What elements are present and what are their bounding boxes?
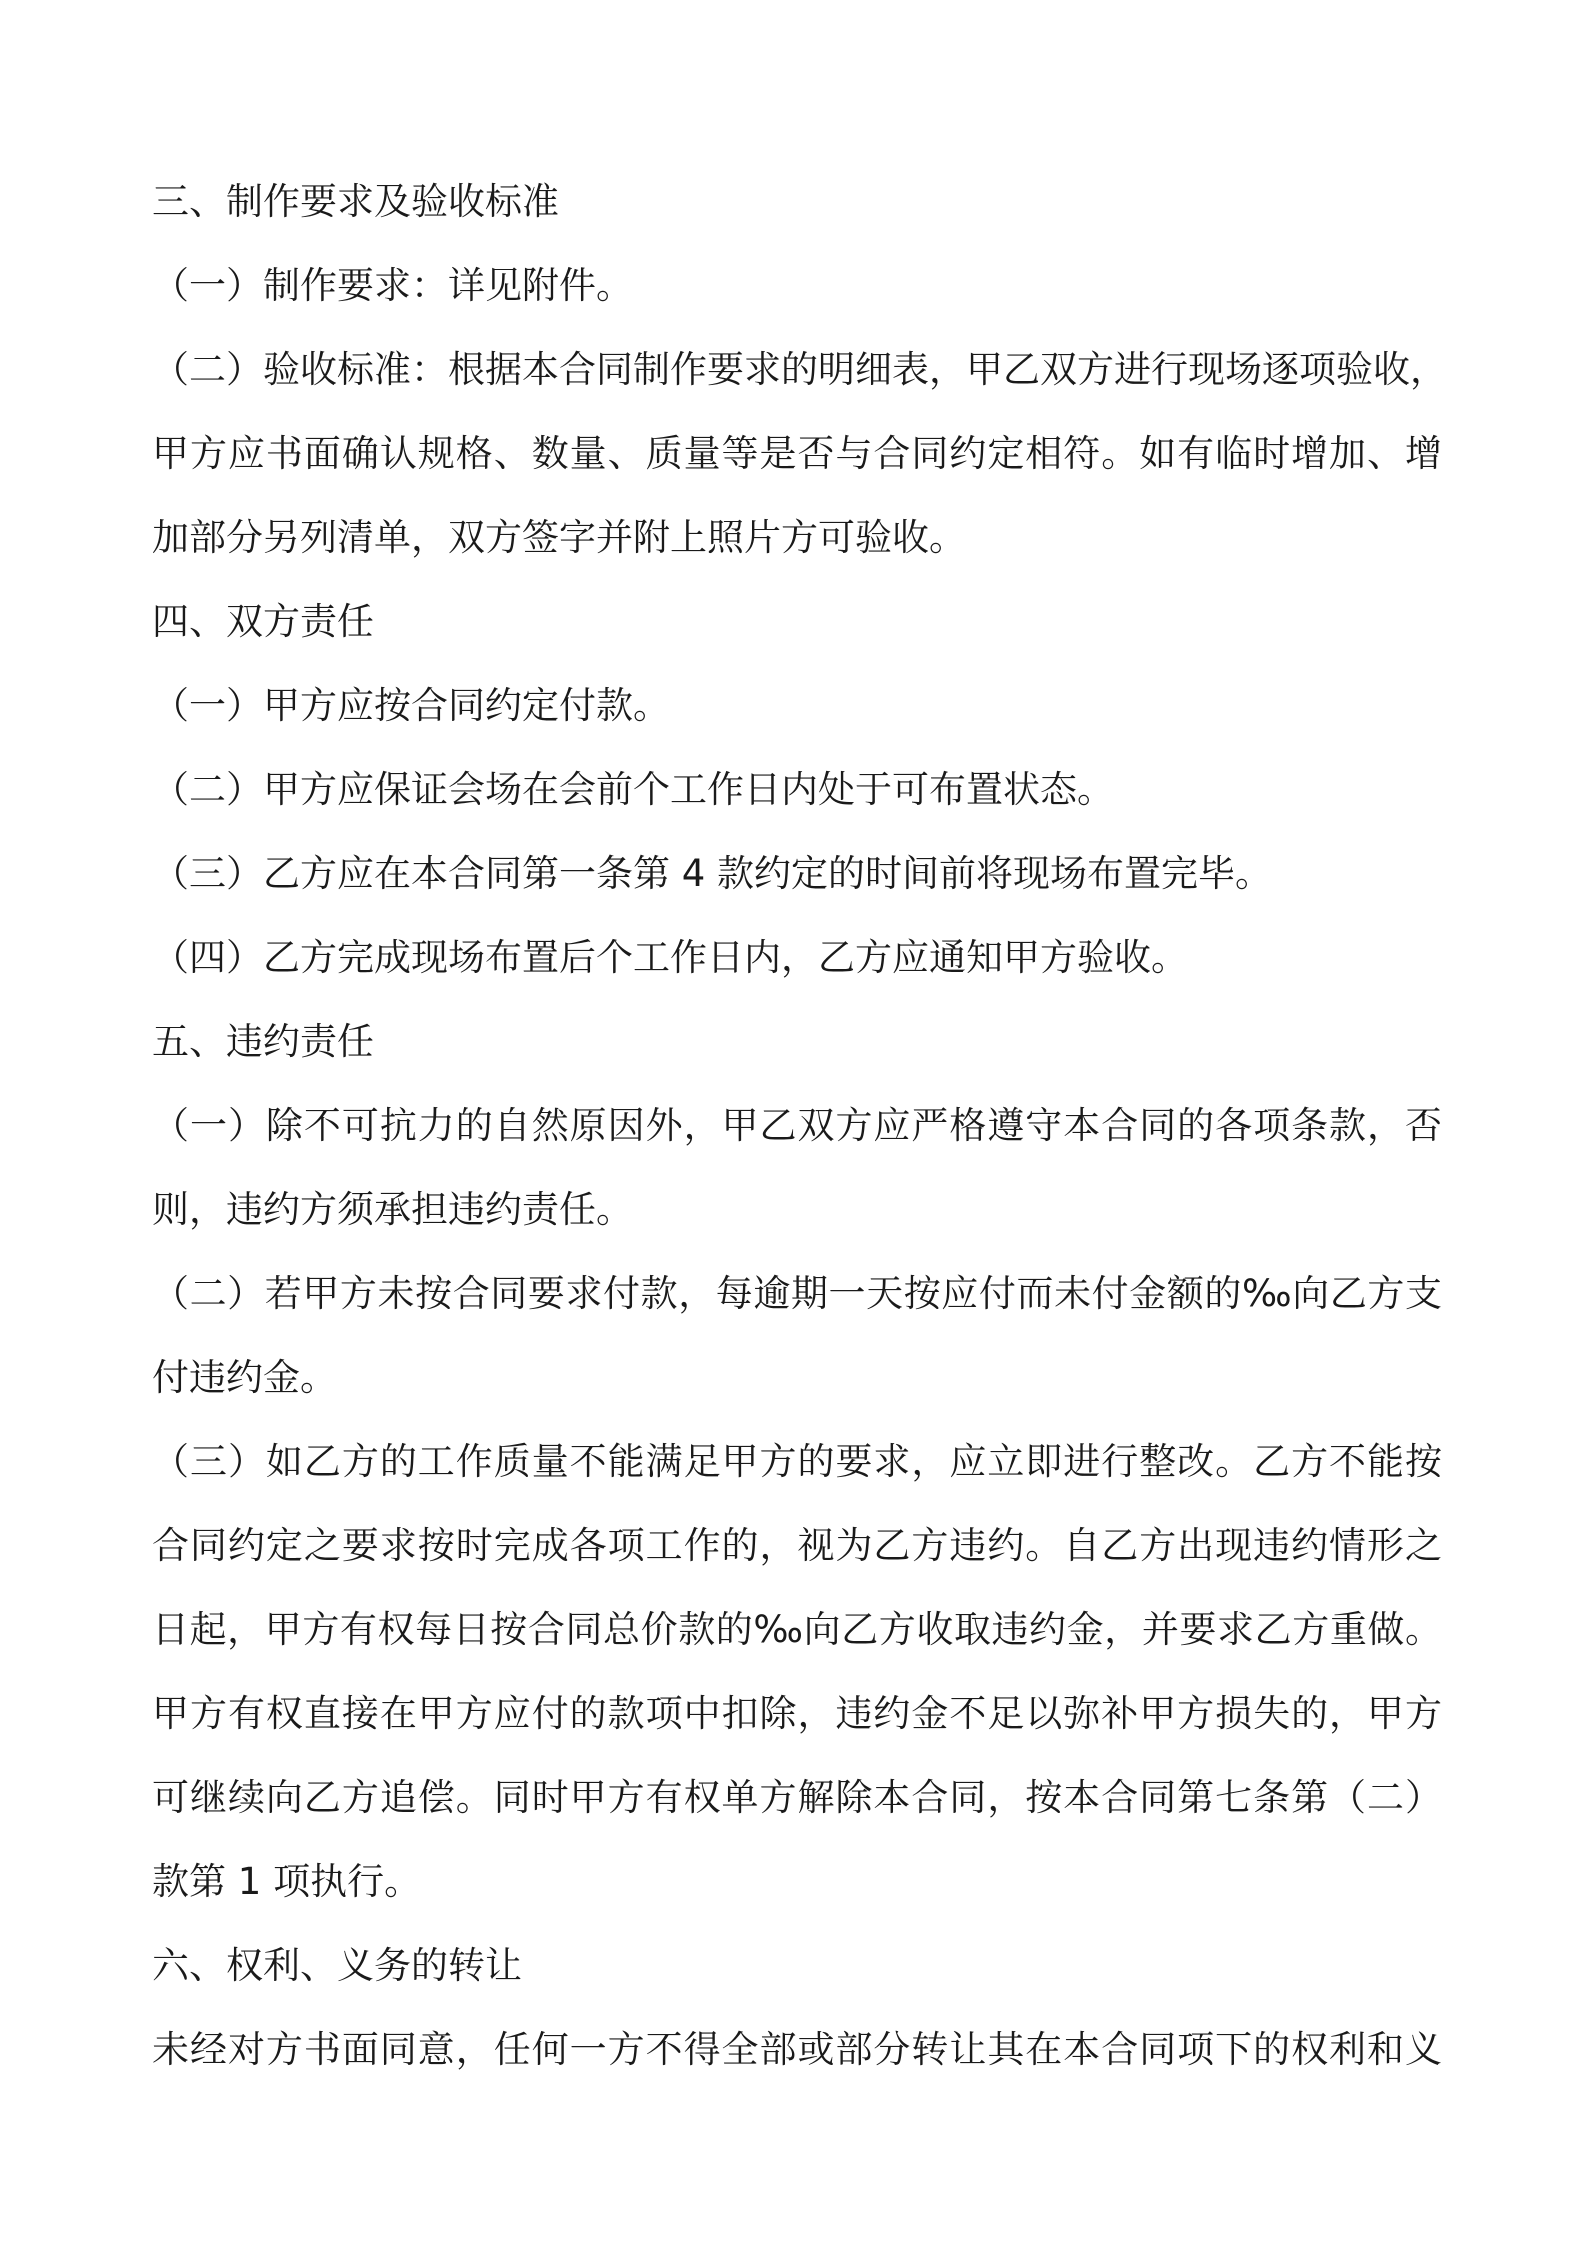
clause-3-1: （一）制作要求：详见附件。 bbox=[152, 264, 633, 307]
clause-4-3: （三）乙方应在本合同第一条第 4 款约定的时间前将现场布置完毕。 bbox=[152, 852, 1273, 895]
section-heading-5: 五、违约责任 bbox=[152, 1020, 374, 1063]
section-heading-3: 三、制作要求及验收标准 bbox=[152, 180, 559, 223]
clause-5-3-line-5: 可继续向乙方追偿。同时甲方有权单方解除本合同，按本合同第七条第（二） bbox=[152, 1776, 1442, 1819]
clause-4-2: （二）甲方应保证会场在会前个工作日内处于可布置状态。 bbox=[152, 768, 1114, 811]
clause-4-4: （四）乙方完成现场布置后个工作日内，乙方应通知甲方验收。 bbox=[152, 936, 1188, 979]
contract-page bbox=[152, 160, 1447, 2092]
section-heading-6: 六、权利、义务的转让 bbox=[152, 1944, 522, 1987]
clause-5-2-line-2: 付违约金。 bbox=[152, 1356, 337, 1399]
clause-5-2-line-1: （二）若甲方未按合同要求付款，每逾期一天按应付而未付金额的‰向乙方支 bbox=[152, 1272, 1442, 1315]
clause-5-3-line-6: 款第 1 项执行。 bbox=[152, 1860, 422, 1903]
clause-5-3-line-3: 日起，甲方有权每日按合同总价款的‰向乙方收取违约金，并要求乙方重做。 bbox=[152, 1608, 1442, 1651]
clause-5-3-line-1: （三）如乙方的工作质量不能满足甲方的要求，应立即进行整改。乙方不能按 bbox=[152, 1440, 1442, 1483]
clause-5-1-line-1: （一）除不可抗力的自然原因外，甲乙双方应严格遵守本合同的各项条款，否 bbox=[152, 1104, 1442, 1147]
clause-3-2-line-3: 加部分另列清单，双方签字并附上照片方可验收。 bbox=[152, 516, 966, 559]
clause-5-3-line-4: 甲方有权直接在甲方应付的款项中扣除，违约金不足以弥补甲方损失的，甲方 bbox=[152, 1692, 1442, 1735]
clause-6-line-1: 未经对方书面同意，任何一方不得全部或部分转让其在本合同项下的权利和义 bbox=[152, 2028, 1442, 2071]
clause-5-3-line-2: 合同约定之要求按时完成各项工作的，视为乙方违约。自乙方出现违约情形之 bbox=[152, 1524, 1442, 1567]
clause-4-1: （一）甲方应按合同约定付款。 bbox=[152, 684, 670, 727]
section-heading-4: 四、双方责任 bbox=[152, 600, 374, 643]
clause-3-2-line-2: 甲方应书面确认规格、数量、质量等是否与合同约定相符。如有临时增加、增 bbox=[152, 432, 1442, 475]
clause-3-2-line-1: （二）验收标准：根据本合同制作要求的明细表，甲乙双方进行现场逐项验收， bbox=[152, 348, 1447, 391]
clause-5-1-line-2: 则，违约方须承担违约责任。 bbox=[152, 1188, 633, 1231]
